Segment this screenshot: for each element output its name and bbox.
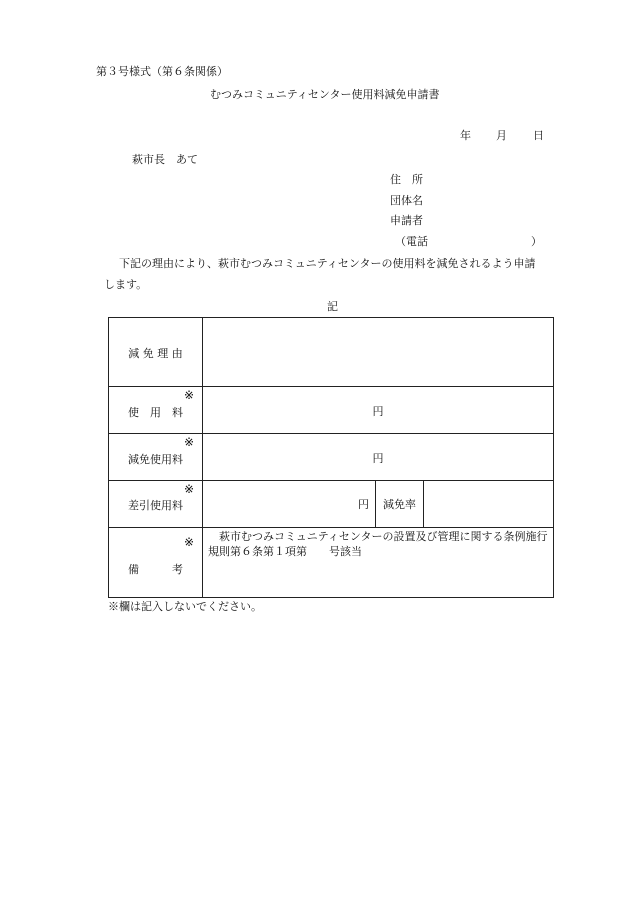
net-fee-input-cell[interactable] [203,481,376,528]
net-fee-unit: 円 [358,498,369,511]
fee-row [109,387,554,434]
request-text-line1: 下記の理由により、萩市むつみコミュニティセンターの使用料を減免されるよう申請 [119,257,536,270]
fee-unit: 円 [372,405,384,418]
reason-row [109,318,554,387]
fee-exemption-table [108,317,554,598]
exempt-fee-unit: 円 [372,452,384,465]
fee-label: 使 用 料 [128,406,183,419]
phone-close-paren: ） [531,235,542,248]
reason-label-cell [109,318,203,387]
date-year: 年 [460,129,471,142]
document-title: むつみコミュニティセンター使用料減免申請書 [210,88,440,101]
addressee: 萩市長 あて [132,153,198,166]
fee-input-cell[interactable] [203,387,554,434]
office-use-mark: ※ [183,435,194,449]
exempt-rate-input-cell[interactable] [424,481,554,528]
fee-label-cell [109,387,203,434]
applicant-label: 申請者 [390,214,423,227]
form-number: 第３号様式（第６条関係） [96,65,228,78]
exempt-rate-label: 減免率 [383,498,416,511]
remarks-label-cell [109,528,203,598]
exempt-rate-label-cell [376,481,424,528]
exempt-fee-label: 減免使用料 [128,453,183,466]
exempt-fee-input-cell[interactable] [203,434,554,481]
net-fee-label-cell [109,481,203,528]
net-fee-label: 差引使用料 [128,499,183,512]
remarks-text: 萩市むつみコミュニティセンターの設置及び管理に関する条例施行規則第６条第１項第 号該当 [208,530,548,558]
exempt-fee-row [109,434,554,481]
address-label: 住 所 [390,173,423,186]
remarks-label: 備 考 [128,563,183,576]
net-fee-row [109,481,554,528]
ki-heading: 記 [327,300,338,313]
phone-label: （電話 [395,235,428,248]
office-use-mark: ※ [183,535,194,549]
footer-note: ※欄は記入しないでください。 [108,600,262,613]
office-use-mark: ※ [183,388,194,402]
date-month: 月 [496,129,507,142]
remarks-row [109,528,554,598]
reason-label: 減 免 理 由 [128,347,183,360]
date-day: 日 [533,129,544,142]
group-name-label: 団体名 [390,194,423,207]
request-text-line2: します。 [104,278,148,291]
office-use-mark: ※ [183,482,194,496]
exempt-fee-label-cell [109,434,203,481]
remarks-cell[interactable] [203,528,554,598]
reason-input-cell[interactable] [203,318,554,387]
